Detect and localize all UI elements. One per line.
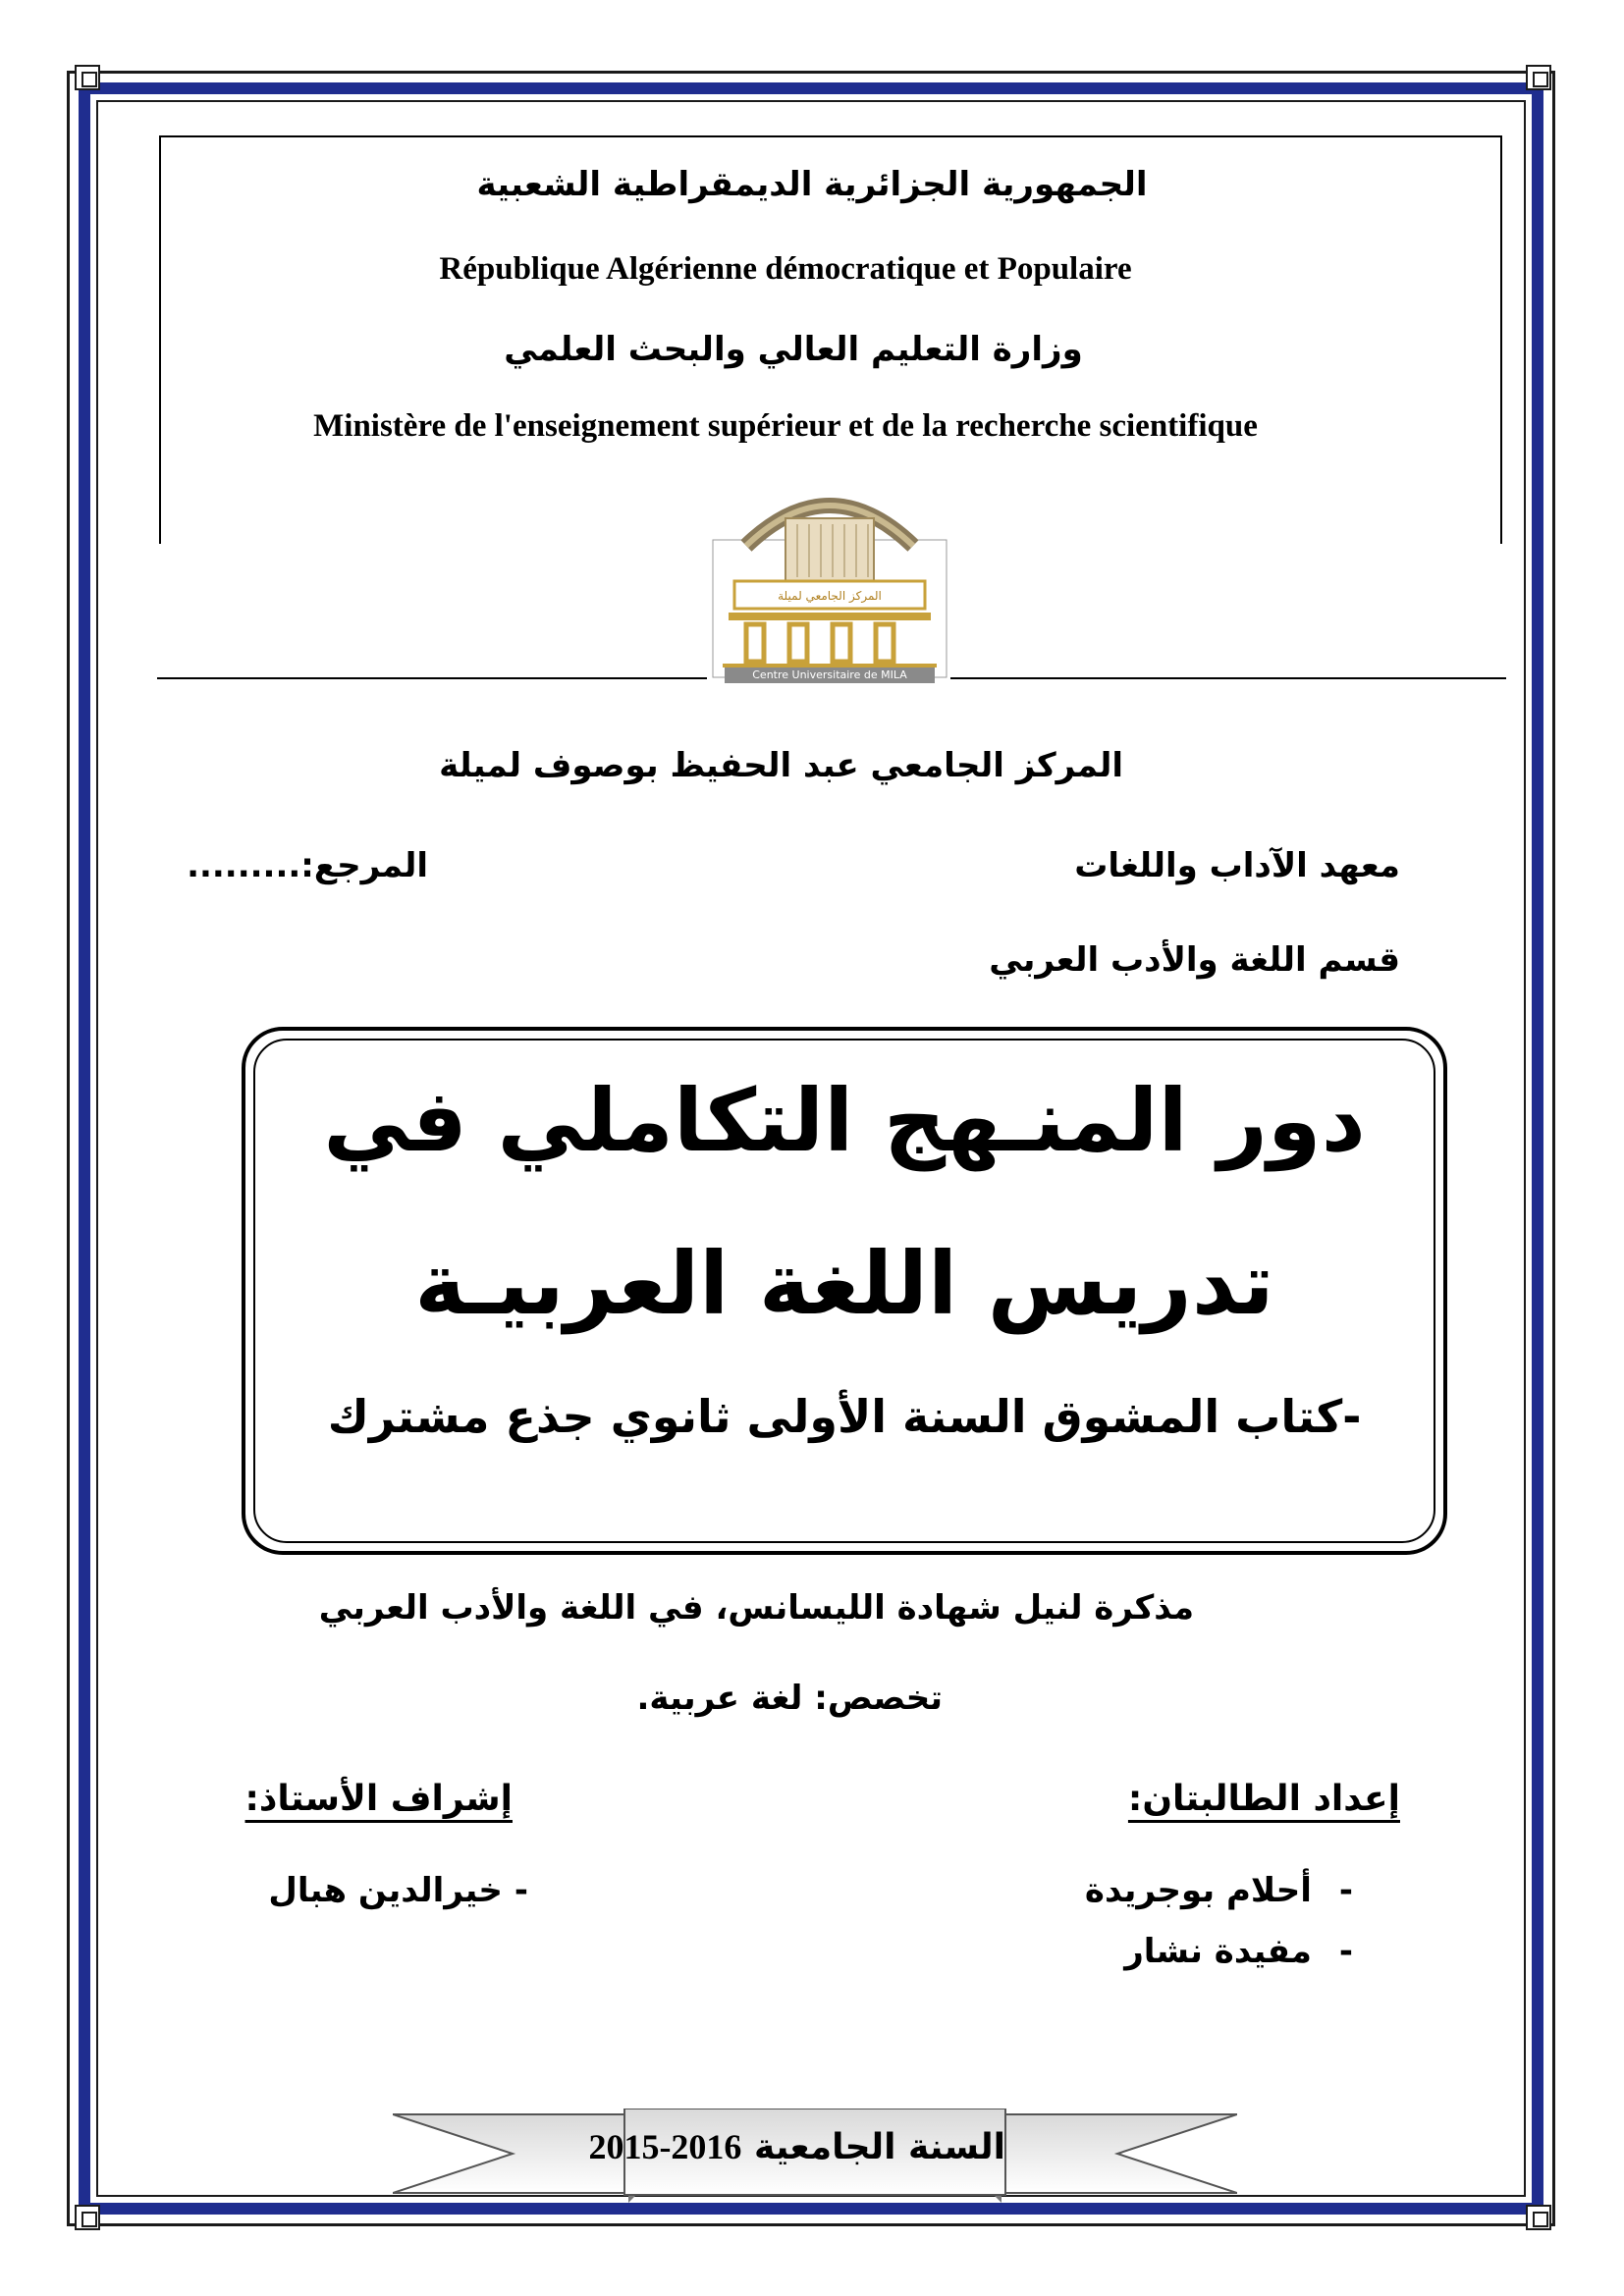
republic-french: République Algérienne démocratique et Populaire: [439, 251, 1132, 287]
ministry-arabic: وزارة التعليم العالي والبحث العلمي: [504, 330, 1083, 369]
center-name: المركز الجامعي عبد الحفيظ بوصوف لميلة: [439, 746, 1123, 785]
thesis-subtitle: -كتاب المشوق السنة الأولى ثانوي جذع مشترك: [327, 1390, 1362, 1443]
academic-year: [588, 2126, 1005, 2167]
students-heading: إعداد الطالبتان:: [1127, 1779, 1400, 1819]
reference-label: المرجع:.........: [187, 846, 428, 885]
thesis-purpose: مذكرة لنيل شهادة الليسانس، في اللغة والأدب العربي: [318, 1588, 1194, 1628]
student-name: مفيدة نشار: [1124, 1932, 1312, 1971]
corner-ornament: [1526, 65, 1551, 90]
corner-ornament: [75, 65, 100, 90]
logo-emblem-text: المركز الجامعي لميلة: [778, 589, 882, 603]
student-name: أحلام بوجريدة: [1084, 1871, 1312, 1910]
list-item: -مفيدة نشار: [1124, 1932, 1353, 1971]
republic-arabic: الجمهورية الجزائرية الديمقراطية الشعبية: [476, 165, 1148, 204]
header-divider-right: [950, 677, 1506, 679]
thesis-specialty: تخصص: لغة عربية.: [636, 1679, 943, 1718]
supervisor-name: خيرالدين هبال: [268, 1871, 503, 1910]
department-name: قسم اللغة والأدب العربي: [989, 940, 1400, 980]
thesis-title-line2: تدريس اللغة العربيـة: [414, 1233, 1274, 1334]
university-logo: [707, 475, 952, 687]
academic-year-value: 2015-2016: [588, 2127, 742, 2166]
logo-emblem: [707, 475, 952, 687]
supervisor-item: -خيرالدين هبال: [268, 1871, 528, 1910]
corner-ornament: [1526, 2205, 1551, 2230]
corner-ornament: [75, 2205, 100, 2230]
institute-name: معهد الآداب واللغات: [1074, 846, 1400, 885]
header-divider-left: [157, 677, 707, 679]
academic-year-label: السنة الجامعية: [753, 2127, 1005, 2167]
list-item: -أحلام بوجريدة: [1084, 1871, 1353, 1910]
thesis-title-line1: دور المنـهج التكاملي في: [323, 1070, 1366, 1171]
logo-caption: Centre Universitaire de MILA: [725, 667, 935, 683]
ministry-french: Ministère de l'enseignement supérieur et de la recherche scientifique: [313, 408, 1258, 444]
supervisor-heading: إشراف الأستاذ:: [244, 1779, 513, 1819]
